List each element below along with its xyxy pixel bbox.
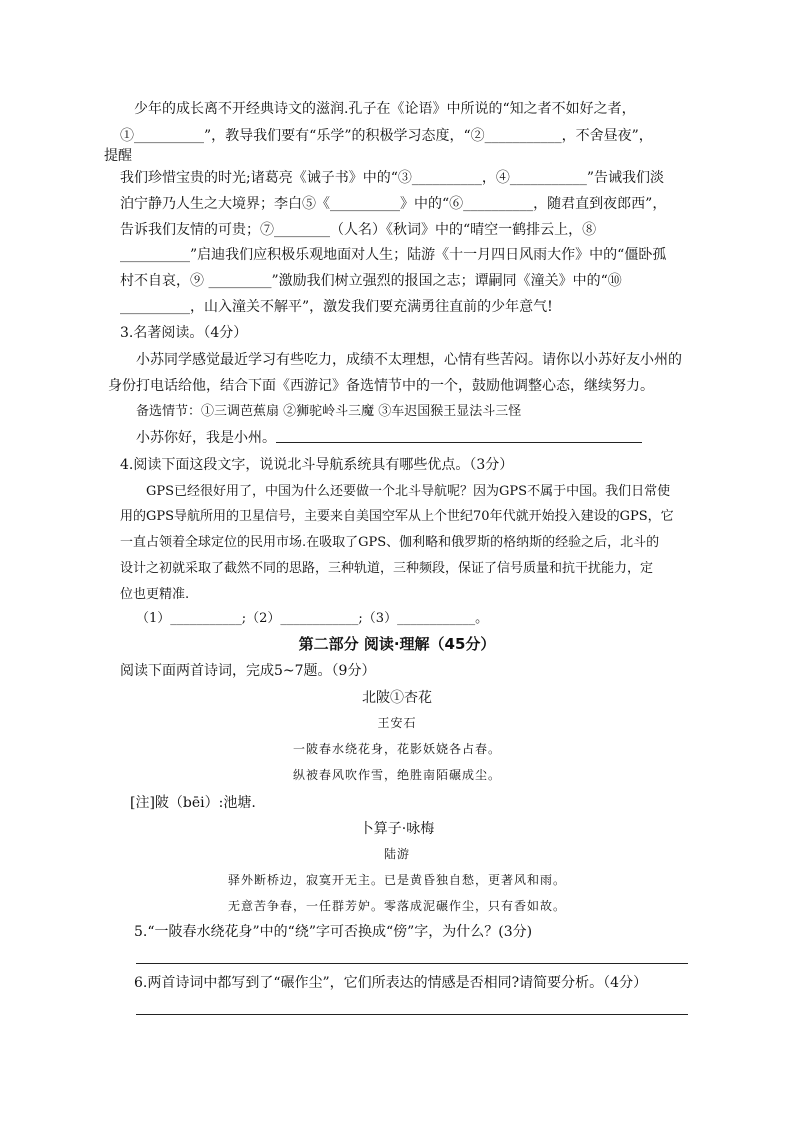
poem2-title: 卜算子·咏梅 xyxy=(359,821,435,837)
poem1-title: 北陂①杏花 xyxy=(362,690,432,706)
intro-line-8: 村不自哀，⑨ _________”激励我们树立强烈的报国之志；谭嗣同《潼关》中的“⑩ xyxy=(120,273,622,289)
q3-paragraph-1: 小苏同学感觉最近学习有些吃力，成绩不太理想，心情有些苦闷。请你以小苏好友小州的 xyxy=(136,352,682,368)
part2-title: 第二部分 阅读·理解（45分） xyxy=(298,635,496,653)
intro-line-1: 少年的成长离不开经典诗文的滋润.孔子在《论语》中所说的“知之者不如好之者， xyxy=(134,101,636,117)
q4-paragraph-1: GPS已经很好用了，中国为什么还要做一个北斗导航呢？因为GPS不属于中国。我们日常使 xyxy=(146,484,671,499)
q3-answer-line[interactable] xyxy=(276,442,642,443)
intro-line-4: 我们珍惜宝贵的时光;诸葛亮《诫子书》中的“③__________，④___________”告诫我们淡 xyxy=(120,170,665,186)
poem2-line-2: 无意苦争春，一任群芳妒。零落成泥碾作尘，只有香如故。 xyxy=(227,899,566,913)
q5-text: 5.“一陂春水绕花身”中的“绕”字可否换成“傍”字，为什么？(3分) xyxy=(134,924,533,940)
q3-options: 备选情节：①三调芭蕉扇 ②狮驼岭斗三魔 ③车迟国猴王显法斗三怪 xyxy=(136,404,522,419)
q4-heading: 4.阅读下面这段文字，说说北斗导航系统具有哪些优点。（3分） xyxy=(120,457,514,473)
intro-line-7: __________”启迪我们应积极乐观地面对人生；陆游《十一月四日风雨大作》中的“僵卧孤 xyxy=(120,247,667,263)
q3-heading: 3.名著阅读。（4分） xyxy=(120,325,248,341)
q3-paragraph-2: 身份打电话给他，结合下面《西游记》备选情节中的一个，鼓励他调整心态，继续努力。 xyxy=(108,378,654,394)
intro-line-5: 泊宁静乃人生之大境界；李白⑤《__________》中的“⑥__________，随君直到夜郎西”， xyxy=(120,196,667,212)
q4-paragraph-3: 一直占领着全球定位的民用市场.在吸取了GPS、伽利略和俄罗斯的格纳斯的经验之后，北斗的 xyxy=(120,535,660,550)
intro-line-6: 告诉我们友情的可贵；⑦________（人名）《秋词》中的“晴空一鹤排云上，⑧ xyxy=(120,222,597,238)
poem1-note: [注]陂（bēi）:池塘. xyxy=(130,795,256,811)
intro-line-3: 提醒 xyxy=(104,148,132,164)
q4-answers: （1）___________;（2）____________;（3）____________。 xyxy=(136,611,489,626)
part2-instruction: 阅读下面两首诗词，完成5~7题。（9分） xyxy=(120,663,376,679)
poem1-line-2: 纵被春风吹作雪，绝胜南陌碾成尘。 xyxy=(292,768,501,782)
poem2-line-1: 驿外断桥边，寂寞开无主。已是黄昏独自愁，更著风和雨。 xyxy=(227,873,566,887)
q5-answer-line[interactable] xyxy=(136,963,688,964)
q3-answer-prefix: 小苏你好，我是小州。 xyxy=(136,430,276,446)
intro-line-2: ①__________”，教导我们要有“乐学”的积极学习态度，“②___________，不舍昼夜”， xyxy=(120,128,653,144)
poem2-author: 陆游 xyxy=(383,847,410,861)
q6-answer-line[interactable] xyxy=(136,1014,688,1015)
q4-paragraph-2: 用的GPS导航所用的卫星信号，主要来自美国空军从上个世纪70年代就开始投入建设的GPS，它 xyxy=(120,509,674,524)
poem1-line-1: 一陂春水绕花身，花影妖娆各占春。 xyxy=(292,742,501,756)
intro-line-9: __________，山入潼关不解平”，激发我们要充满勇往直前的少年意气! xyxy=(120,299,553,315)
q4-paragraph-4: 设计之初就采取了截然不同的思路，三种轨道，三种频段，保证了信号质量和抗干扰能力，定 xyxy=(120,561,654,576)
q4-paragraph-5: 位也更精准. xyxy=(120,587,190,602)
q6-text: 6.两首诗词中都写到了“碾作尘”，它们所表达的情感是否相同?请简要分析。（4分） xyxy=(134,975,648,991)
poem1-author: 王安石 xyxy=(377,716,417,730)
